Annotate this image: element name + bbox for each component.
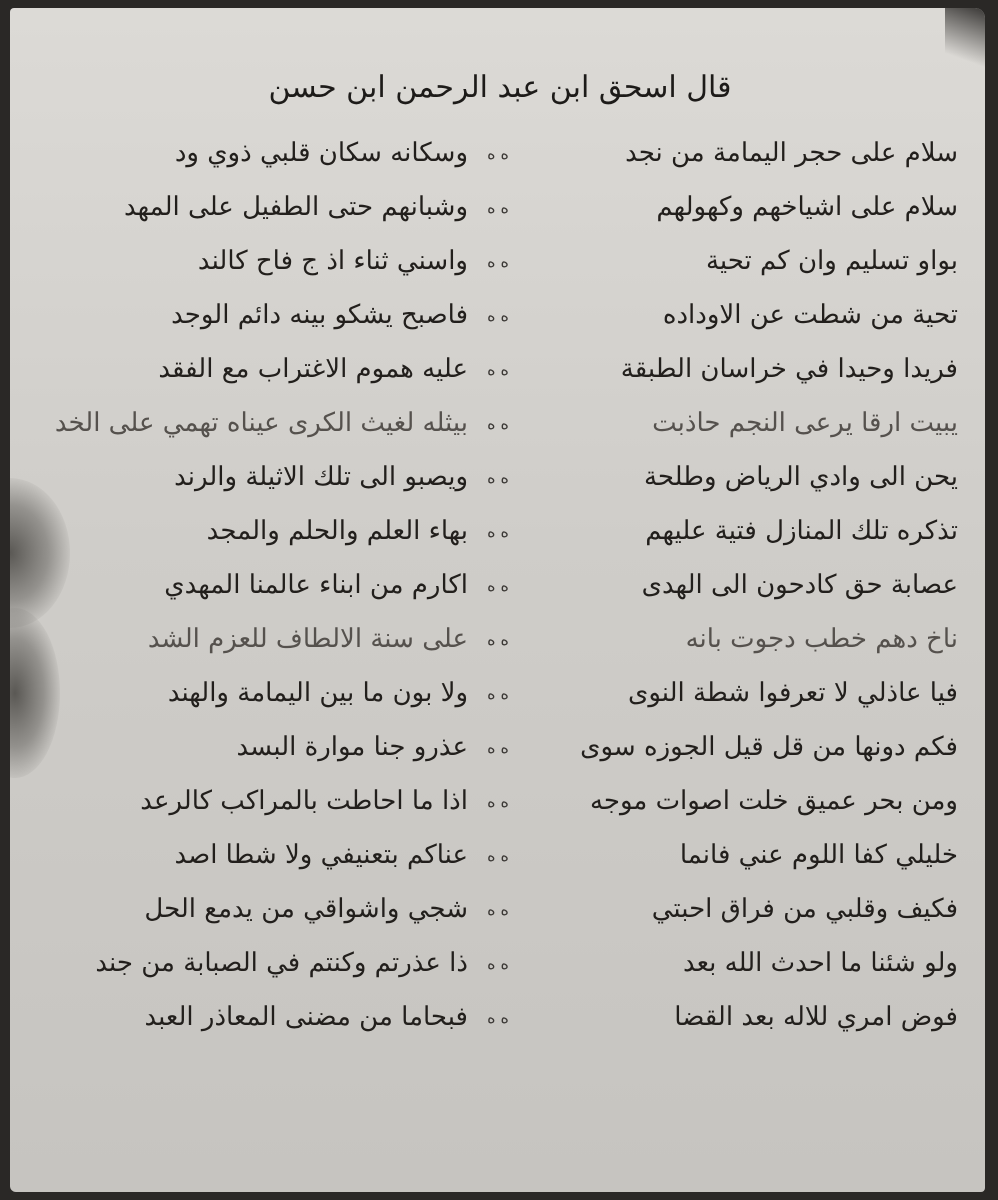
verse-first-hemistich: ولو شئنا ما احدث الله بعد (682, 948, 958, 978)
verse-separator: ه ه (487, 413, 509, 433)
verse-second-hemistich: ذا عذرتم وكنتم في الصبابة من جند (95, 948, 468, 978)
verse-second-hemistich: على سنة الالطاف للعزم الشد (147, 624, 468, 654)
verse-first-hemistich: ناخ دهم خطب دجوت بانه (685, 624, 958, 654)
verse-second-hemistich: فبحاما من مضنى المعاذر العبد (144, 1002, 468, 1032)
verse-line (38, 828, 958, 882)
verse-first-hemistich: فريدا وحيدا في خراسان الطبقة (620, 354, 958, 384)
verse-line (38, 666, 958, 720)
verse-separator: ه ه (487, 575, 509, 595)
verse-line (38, 396, 958, 450)
verse-separator: ه ه (487, 197, 509, 217)
verse-second-hemistich: عناكم بتعنيفي ولا شطا اصد (174, 840, 468, 870)
verse-line (38, 936, 958, 990)
verse-line (38, 126, 958, 180)
verse-separator: ه ه (487, 683, 509, 703)
verse-separator: ه ه (487, 953, 509, 973)
poem-title: قال اسحق ابن عبد الرحمن ابن حسن (268, 70, 732, 105)
verse-second-hemistich: ويصبو الى تلك الاثيلة والرند (174, 462, 468, 492)
verse-first-hemistich: سلام على اشياخهم وكهولهم (656, 192, 958, 222)
page-corner-shadow (945, 8, 985, 68)
verse-line (38, 612, 958, 666)
verse-first-hemistich: تحية من شطت عن الاوداده (662, 300, 958, 330)
verse-line (38, 342, 958, 396)
verse-line (38, 774, 958, 828)
verse-first-hemistich: عصابة حق كادحون الى الهدى (641, 570, 958, 600)
verse-separator: ه ه (487, 629, 509, 649)
verse-separator: ه ه (487, 1007, 509, 1027)
verse-line (38, 450, 958, 504)
verse-separator: ه ه (487, 251, 509, 271)
verse-first-hemistich: بواو تسليم وان كم تحية (705, 246, 958, 276)
verse-separator: ه ه (487, 791, 509, 811)
verse-second-hemistich: ولا بون ما بين اليمامة والهند (167, 678, 468, 708)
verse-second-hemistich: بهاء العلم والحلم والمجد (206, 516, 468, 546)
verse-separator: ه ه (487, 143, 509, 163)
verse-line (38, 288, 958, 342)
verse-separator: ه ه (487, 845, 509, 865)
verse-first-hemistich: خليلي كفا اللوم عني فانما (679, 840, 958, 870)
verse-line (38, 180, 958, 234)
verse-line (38, 882, 958, 936)
manuscript-page (10, 8, 985, 1192)
verse-second-hemistich: اذا ما احاطت بالمراكب كالرعد (140, 786, 468, 816)
verse-first-hemistich: فكيف وقلبي من فراق احبتي (651, 894, 958, 924)
verse-first-hemistich: يحن الى وادي الرياض وطلحة (643, 462, 958, 492)
verse-second-hemistich: عليه هموم الاغتراب مع الفقد (158, 354, 468, 384)
verse-line (38, 504, 958, 558)
verse-first-hemistich: تذكره تلك المنازل فتية عليهم (645, 516, 958, 546)
verse-separator: ه ه (487, 467, 509, 487)
verse-first-hemistich: فكم دونها من قل قيل الجوزه سوى (580, 732, 958, 762)
verse-separator: ه ه (487, 305, 509, 325)
verse-second-hemistich: عذرو جنا موارة البسد (236, 732, 468, 762)
verse-line (38, 558, 958, 612)
verse-line (38, 720, 958, 774)
verse-first-hemistich: سلام على حجر اليمامة من نجد (625, 138, 958, 168)
poem-verses (38, 126, 958, 1044)
verse-first-hemistich: فيا عاذلي لا تعرفوا شطة النوى (628, 678, 958, 708)
verse-separator: ه ه (487, 899, 509, 919)
verse-separator: ه ه (487, 737, 509, 757)
verse-line (38, 990, 958, 1044)
verse-second-hemistich: واسني ثناء اذ ج فاح كالند (197, 246, 468, 276)
verse-second-hemistich: بيثله لغيث الكرى عيناه تهمي على الخد (54, 408, 468, 438)
verse-second-hemistich: وشبانهم حتى الطفيل على المهد (123, 192, 468, 222)
verse-separator: ه ه (487, 359, 509, 379)
verse-first-hemistich: ومن بحر عميق خلت اصوات موجه (589, 786, 958, 816)
verse-second-hemistich: فاصبح يشكو بينه دائم الوجد (171, 300, 468, 330)
verse-second-hemistich: شجي واشواقي من يدمع الحل (144, 894, 468, 924)
verse-line (38, 234, 958, 288)
verse-second-hemistich: اكارم من ابناء عالمنا المهدي (164, 570, 468, 600)
verse-first-hemistich: يبيت ارقا يرعى النجم حاذبت (652, 408, 958, 438)
verse-second-hemistich: وسكانه سكان قلبي ذوي ود (174, 138, 468, 168)
verse-separator: ه ه (487, 521, 509, 541)
verse-first-hemistich: فوض امري للاله بعد القضا (674, 1002, 958, 1032)
